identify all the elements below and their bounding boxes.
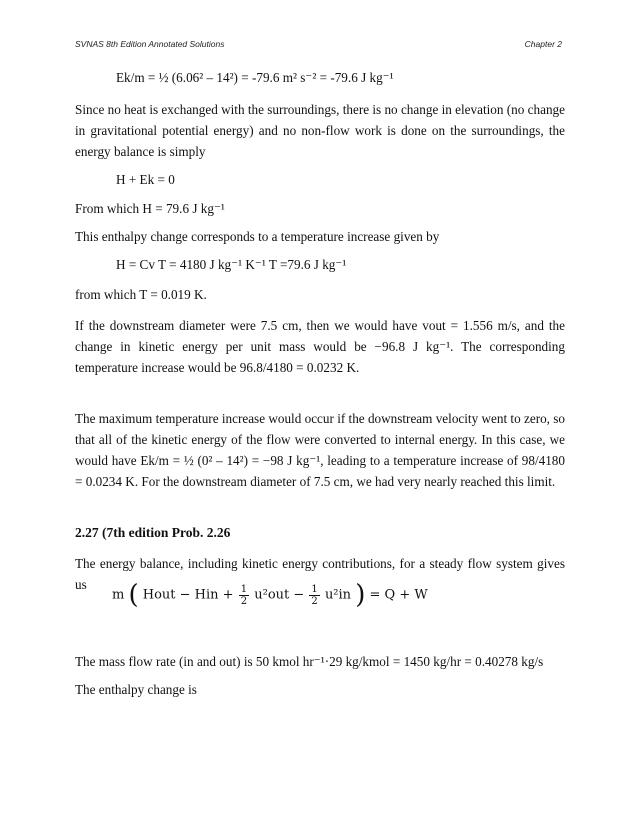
formula-enthalpy-terms: Hout − Hin +	[142, 587, 234, 603]
running-header-chapter: Chapter 2	[524, 39, 562, 49]
formula-rhs: = Q + W	[369, 587, 428, 603]
kinetic-energy-equation: Ek/m = ½ (6.06² – 14²) = -79.6 m² s⁻² = -79.6 J kg⁻¹	[116, 70, 394, 85]
formula-right-paren: )	[355, 580, 366, 610]
section-heading-2-27: 2.27 (7th edition Prob. 2.26	[75, 525, 231, 540]
formula-left-paren: (	[128, 580, 139, 610]
formula-u-out: u²out −	[254, 587, 305, 603]
running-header-title: SVNAS 8th Edition Annotated Solutions	[75, 39, 225, 49]
formula-mass: m	[112, 587, 125, 603]
energy-balance-equation: H + Ek = 0	[116, 172, 175, 187]
line-from-which-t: from which T = 0.019 K.	[75, 287, 207, 302]
paragraph-downstream-diameter: If the downstream diameter were 7.5 cm, then we would have vout = 1.556 m/s, and the change in kinetic energy per unit mass would be −96.8 J kg⁻¹. The corresponding temperature increase would be 96.8/4180 = 0.0232 K.	[75, 318, 565, 375]
temperature-equation: H = Cv T = 4180 J kg⁻¹ K⁻¹ T =79.6 J kg⁻¹	[116, 257, 347, 272]
line-enthalpy-change: This enthalpy change corresponds to a temperature increase given by	[75, 229, 440, 244]
paragraph-steady-flow: The energy balance, including kinetic energy contributions, for a steady flow system gives us	[75, 556, 565, 592]
formula-half-fraction-1: $\frac{1}{2}$	[240, 583, 248, 607]
paragraph-max-temperature: The maximum temperature increase would occur if the downstream velocity went to zero, so that all of the kinetic energy of the flow were converted to internal energy. In this case, we would have Ek/m = ½ (0² – 14²) = −98 J kg⁻¹, leading to a temperature increase of 98/4180 = 0.0234 K. For the downstream diameter of 7.5 cm, we had very nearly reached this limit.	[75, 411, 565, 489]
paragraph-energy-balance: Since no heat is exchanged with the surroundings, there is no change in elevation (no change in gravitational potential energy) and no non-flow work is done on the surroundings, the energy balance is simply	[75, 102, 565, 159]
line-from-which-h: From which H = 79.6 J kg⁻¹	[75, 201, 225, 216]
line-enthalpy-change-is: The enthalpy change is	[75, 682, 197, 697]
steady-flow-energy-formula	[112, 580, 428, 610]
paragraph-mass-flow-rate: The mass flow rate (in and out) is 50 kmol hr⁻¹·29 kg/kmol = 1450 kg/hr = 0.40278 kg/s	[75, 654, 544, 669]
formula-half-fraction-2: $\frac{1}{2}$	[311, 583, 318, 607]
formula-u-in: u²in	[324, 587, 352, 603]
